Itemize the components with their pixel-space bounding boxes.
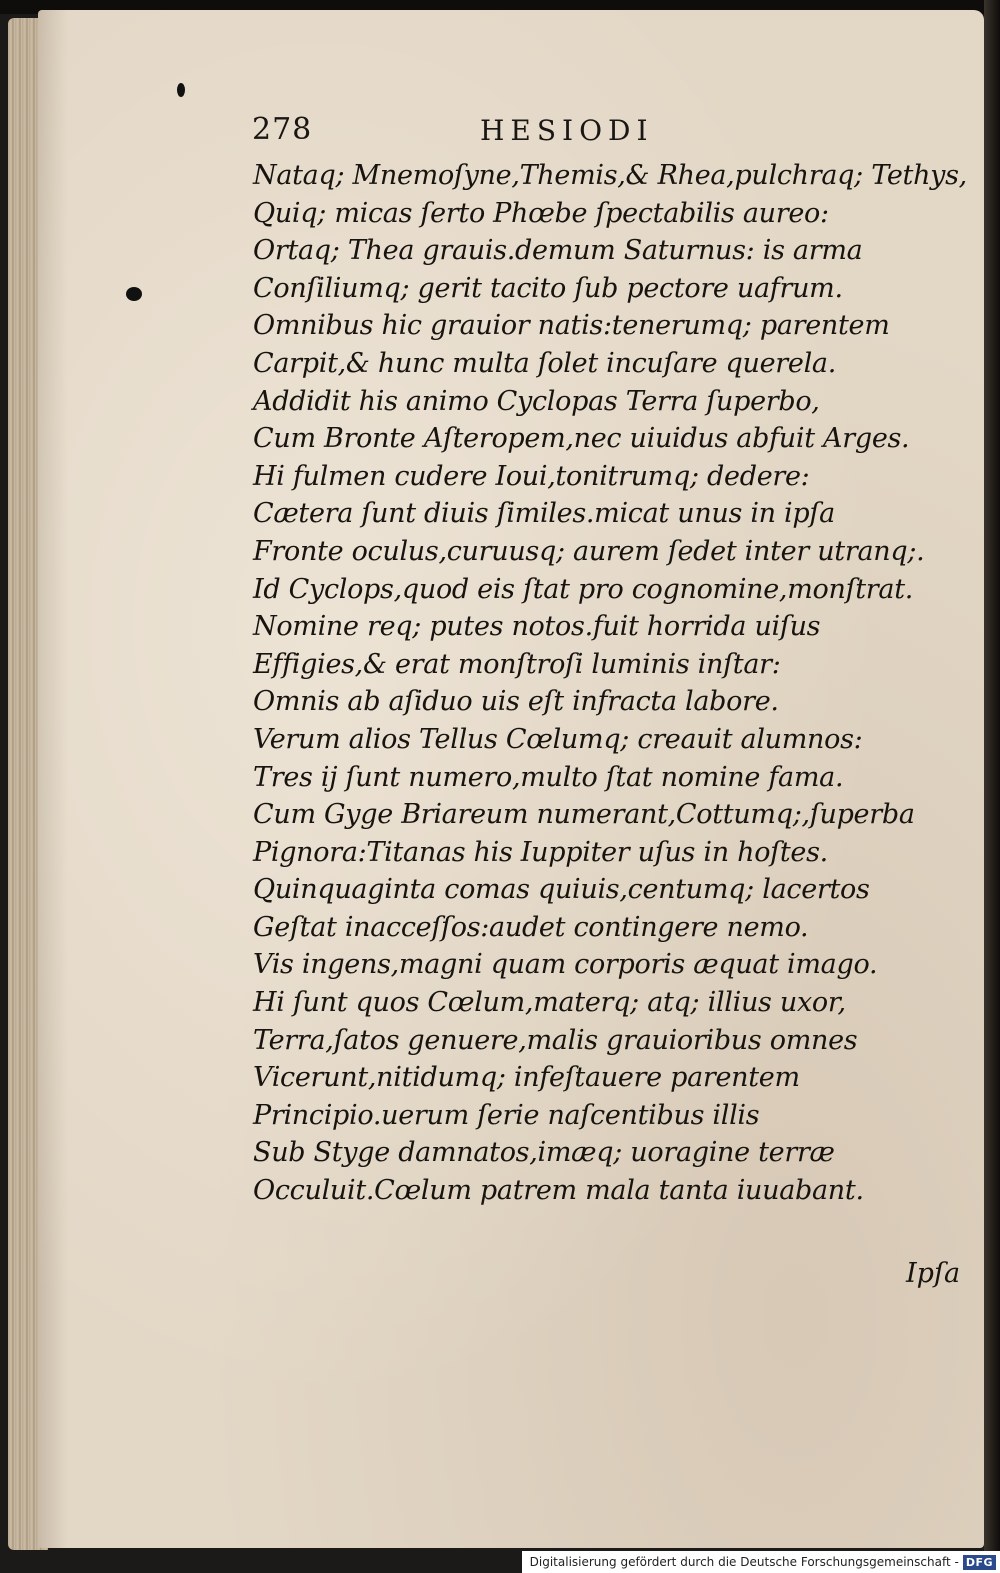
- ink-spot-middle: [126, 287, 142, 301]
- catchword: Ipſa: [906, 1258, 961, 1289]
- verse-line: Quiq; micas ſerto Phœbe ſpectabilis aureo:: [253, 197, 829, 229]
- verse-line: Vis ingens,magni quam corporis æquat imago.: [253, 949, 878, 981]
- verse-line: Cum Gyge Briareum numerant,Cottumq;,ſuperba: [253, 799, 915, 831]
- verse-line: Pignora:Titanas his Iuppiter uſus in hoſtes.: [253, 836, 828, 868]
- book-right-edge: [984, 0, 1000, 1573]
- verse-line: Verum alios Tellus Cœlumq; creauit alumnos:: [253, 723, 863, 755]
- verse-line: Ortaq; Thea grauis.demum Saturnus: is arma: [253, 235, 863, 267]
- verse-line: Tres ij ſunt numero,multo ſtat nomine fama.: [253, 761, 844, 793]
- verse-line: Occuluit.Cœlum patrem mala tanta iuuabant.: [253, 1175, 864, 1207]
- verse-line: Terra,ſatos genuere,malis grauioribus omnes: [253, 1024, 858, 1056]
- verse-line: Carpit,& hunc multa ſolet incuſare querela.: [253, 347, 836, 379]
- verse-line: Cum Bronte Aſteropem,nec uiuidus abfuit Arges.: [253, 423, 910, 455]
- verse-line: Vicerunt,nitidumq; infeſtauere parentem: [253, 1062, 800, 1094]
- page-header: [252, 112, 952, 156]
- verse-line: Sub Styge damnatos,imæq; uoragine terræ: [253, 1137, 835, 1169]
- digitization-credit-text: Digitalisierung gefördert durch die Deutsche Forschungsgemeinschaft -: [529, 1555, 959, 1569]
- page-number: 278: [252, 112, 313, 147]
- running-head: HESIODI: [480, 114, 654, 147]
- verse-line: Conſiliumq; gerit tacito ſub pectore uafrum.: [253, 272, 843, 304]
- ink-spot-top: [177, 83, 185, 97]
- verse-line: Hi fulmen cudere Ioui,tonitrumq; dedere:: [253, 460, 810, 492]
- verse-line: Quinquaginta comas quiuis,centumq; lacertos: [253, 874, 870, 906]
- dfg-logo: DFG: [963, 1555, 996, 1570]
- verse-line: Principio.uerum ſerie naſcentibus illis: [253, 1099, 760, 1131]
- verse-line: Nataq; Mnemoſyne,Themis,& Rhea,pulchraq; Tethys,: [253, 160, 967, 191]
- verse-line: Effigies,& erat monſtroſi luminis inſtar:: [253, 648, 781, 680]
- verse-line: Hi ſunt quos Cœlum,materq; atq; illius uxor,: [253, 987, 846, 1019]
- verse-line: Nomine req; putes notos.fuit horrida uiſus: [253, 611, 821, 643]
- verse-line: Omnis ab aſiduo uis eſt infracta labore.: [253, 686, 779, 718]
- verse-line: Geſtat inacceſſos:audet contingere nemo.: [253, 911, 809, 943]
- verse-text-block: [253, 157, 967, 1210]
- verse-line: Omnibus hic grauior natis:tenerumq; parentem: [253, 310, 890, 342]
- verse-line: Id Cyclops,quod eis ſtat pro cognomine,monſtrat.: [253, 573, 914, 605]
- verse-line: Addidit his animo Cyclopas Terra ſuperbo,: [253, 385, 820, 417]
- digitization-credit-bar: [522, 1551, 1000, 1573]
- verse-line: Fronte oculus,curuusq; aurem ſedet inter utranq;.: [253, 535, 925, 567]
- verse-line: Cætera ſunt diuis ſimiles.micat unus in ipſa: [253, 498, 835, 530]
